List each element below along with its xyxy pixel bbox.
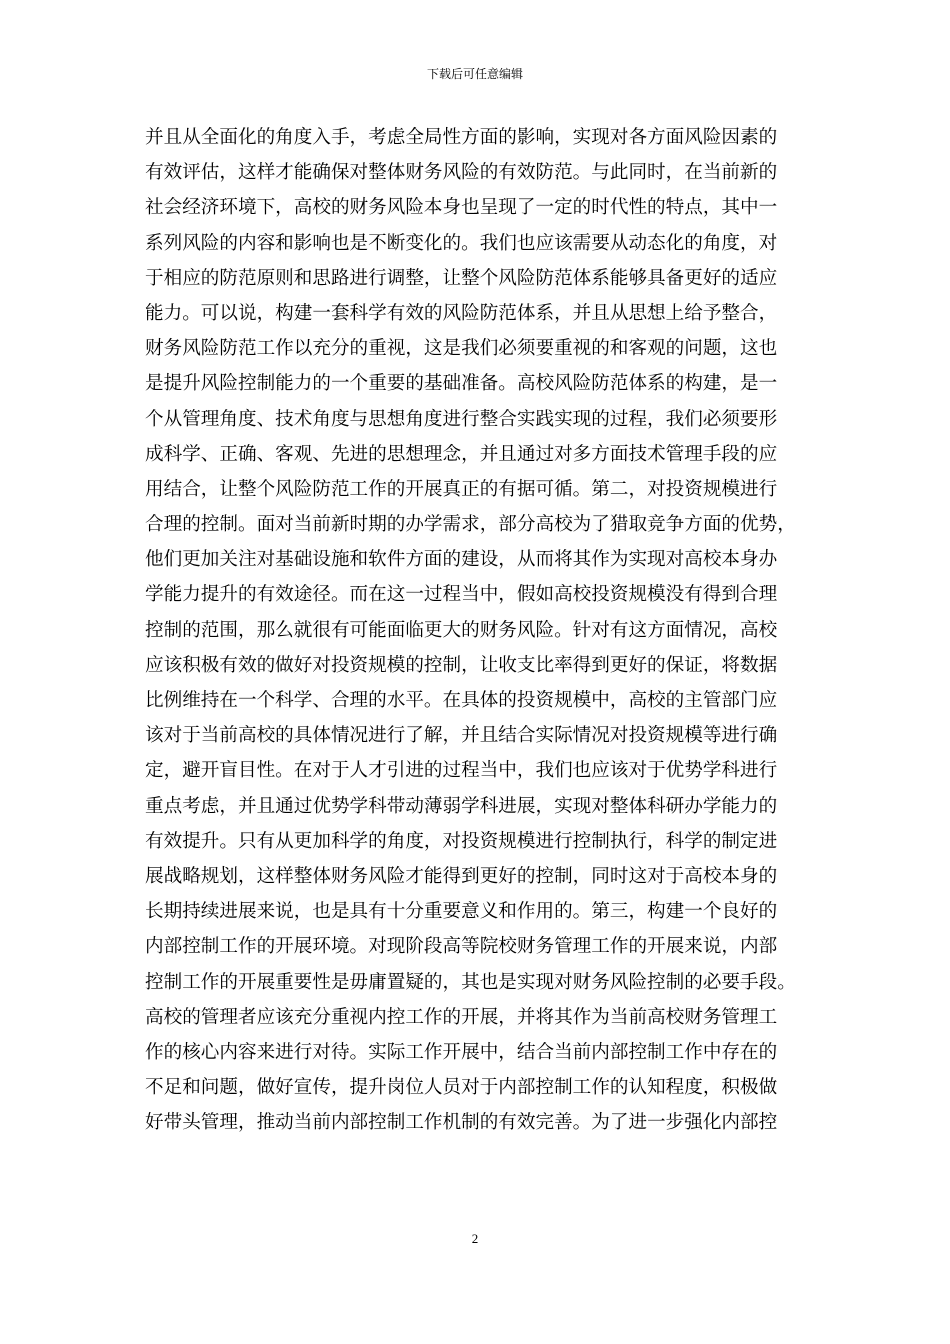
text-line: 用结合，让整个风险防范工作的开展真正的有据可循。第二，对投资规模进行: [145, 478, 778, 500]
text-line: 展战略规划，这样整体财务风险才能得到更好的控制，同时这对于高校本身的: [145, 865, 778, 887]
text-line: 是提升风险控制能力的一个重要的基础准备。高校风险防范体系的构建，是一: [145, 373, 778, 395]
text-line: 好带头管理，推动当前内部控制工作机制的有效完善。为了进一步强化内部控: [145, 1112, 778, 1134]
text-line: 个从管理角度、技术角度与思想角度进行整合实践实现的过程，我们必须要形: [145, 408, 778, 430]
text-line: 并且从全面化的角度入手，考虑全局性方面的影响，实现对各方面风险因素的: [145, 127, 778, 148]
text-line: 于相应的防范原则和思路进行调整，让整个风险防范体系能够具备更好的适应: [145, 267, 778, 289]
text-line: 不足和问题，做好宣传，提升岗位人员对于内部控制工作的认知程度，积极做: [145, 1077, 778, 1099]
text-line: 重点考虑，并且通过优势学科带动薄弱学科进展，实现对整体科研办学能力的: [145, 795, 778, 817]
text-line: 比例维持在一个科学、合理的水平。在具体的投资规模中，高校的主管部门应: [145, 690, 778, 711]
page-number: 2: [471, 1231, 479, 1246]
text-line: 控制工作的开展重要性是毋庸置疑的，其也是实现对财务风险控制的必要手段。: [145, 971, 796, 993]
text-line: 能力。可以说，构建一套科学有效的风险防范体系，并且从思想上给予整合，: [145, 302, 778, 324]
text-line: 有效评估，这样才能确保对整体财务风险的有效防范。与此同时，在当前新的: [145, 162, 778, 184]
text-line: 长期持续进展来说，也是具有十分重要意义和作用的。第三，构建一个良好的: [145, 901, 778, 923]
body-text: [145, 120, 815, 1140]
text-line: 定，避开盲目性。在对于人才引进的过程当中，我们也应该对于优势学科进行: [145, 760, 778, 782]
text-line: 应该积极有效的做好对投资规模的控制，让收支比率得到更好的保证，将数据: [145, 654, 778, 676]
text-line: 控制的范围，那么就很有可能面临更大的财务风险。针对有这方面情况，高校: [145, 619, 778, 641]
text-line: 该对于当前高校的具体情况进行了解，并且结合实际情况对投资规模等进行确: [145, 725, 778, 747]
header-note: 下载后可任意编辑: [426, 67, 523, 81]
text-line: 他们更加关注对基础设施和软件方面的建设，从而将其作为实现对高校本身办: [145, 549, 778, 571]
text-line: 作的核心内容来进行对待。实际工作开展中，结合当前内部控制工作中存在的: [145, 1041, 778, 1063]
text-line: 社会经济环境下，高校的财务风险本身也呈现了一定的时代性的特点，其中一: [145, 197, 778, 219]
text-line: 学能力提升的有效途径。而在这一过程当中，假如高校投资规模没有得到合理: [145, 584, 778, 606]
text-line: 有效提升。只有从更加科学的角度，对投资规模进行控制执行，科学的制定进: [145, 830, 778, 852]
text-line: 合理的控制。面对当前新时期的办学需求，部分高校为了猎取竞争方面的优势，: [145, 514, 796, 536]
text-line: 内部控制工作的开展环境。对现阶段高等院校财务管理工作的开展来说，内部: [145, 936, 778, 958]
text-line: 系列风险的内容和影响也是不断变化的。我们也应该需要从动态化的角度，对: [145, 232, 778, 254]
text-line: 财务风险防范工作以充分的重视，这是我们必须要重视的和客观的问题，这也: [145, 338, 778, 360]
text-line: 成科学、正确、客观、先进的思想理念，并且通过对多方面技术管理手段的应: [145, 443, 778, 465]
text-line: 高校的管理者应该充分重视内控工作的开展，并将其作为当前高校财务管理工: [145, 1006, 778, 1028]
